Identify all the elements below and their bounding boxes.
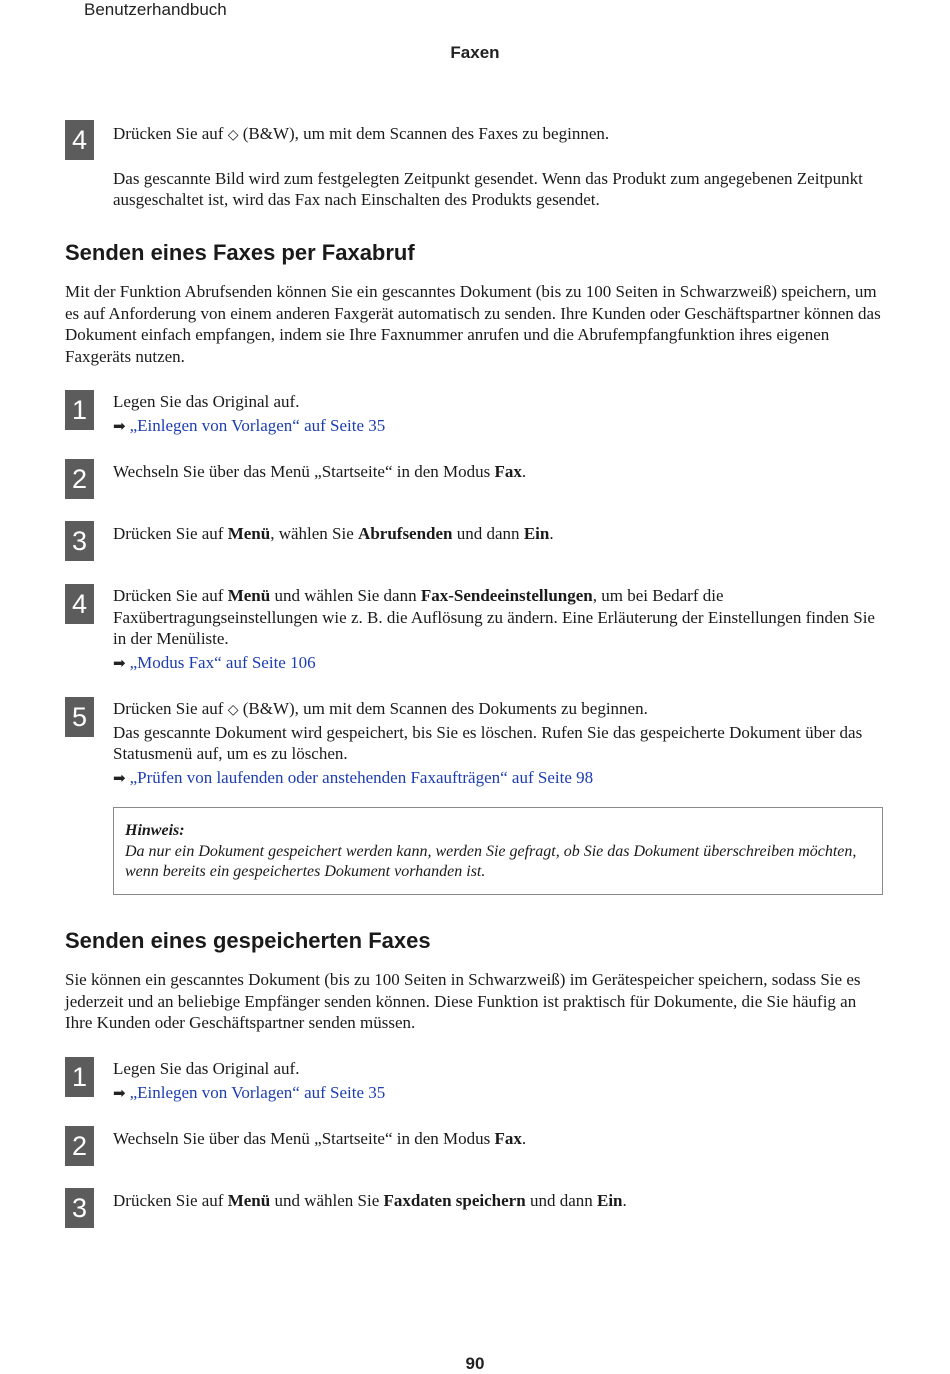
- step-text-2: Das gescannte Dokument wird gespeichert, bis Sie es löschen. Rufen Sie das gespeicherte Dokument über das Statusmenü auf, um es zu löschen.: [113, 722, 863, 763]
- step-number-badge: 2: [65, 459, 94, 499]
- section-title-faxabruf: Senden eines Faxes per Faxabruf: [65, 240, 415, 265]
- step-text: Drücken Sie auf ◇ (B&W), um mit dem Scannen des Dokuments zu beginnen.: [113, 699, 648, 718]
- link-pruefen-faxauftraege[interactable]: „Prüfen von laufenden oder anstehenden Faxaufträgen“ auf Seite 98: [129, 767, 594, 787]
- link-einlegen-vorlagen[interactable]: „Einlegen von Vorlagen“ auf Seite 35: [129, 415, 386, 435]
- step-paragraph: Das gescannte Bild wird zum festgelegten Zeitpunkt gesendet. Wenn das Produkt zum angegebenen Zeitpunkt ausgeschaltet ist, wird das Fax nach Einschalten des Produkts gesendet.: [113, 168, 863, 209]
- step-number-badge: 2: [65, 1126, 94, 1166]
- page-number: 90: [465, 1354, 485, 1373]
- start-diamond-icon: ◇: [227, 127, 239, 143]
- note-title: Hinweis:: [125, 822, 185, 839]
- step-text: Legen Sie das Original auf.: [113, 392, 300, 411]
- manual-title: Benutzerhandbuch: [84, 0, 227, 19]
- step-text: Drücken Sie auf Menü und wählen Sie dann Fax-Sendeeinstellungen, um bei Bedarf die Faxübertragungseinstellungen wie z. B. die Auflösung zu ändern. Eine Erläuterung der Einstellungen finden Sie in der Menüliste.: [113, 586, 875, 648]
- arrow-right-icon: ➡: [113, 1083, 126, 1102]
- step-number-badge: 4: [65, 120, 94, 160]
- arrow-right-icon: ➡: [113, 768, 126, 787]
- link-modus-fax[interactable]: „Modus Fax“ auf Seite 106: [129, 652, 316, 672]
- step-number-badge: 5: [65, 697, 94, 737]
- step-number-badge: 3: [65, 1188, 94, 1228]
- step-number-badge: 3: [65, 521, 94, 561]
- step-number-badge: 1: [65, 390, 94, 430]
- section-title-gespeichert: Senden eines gespeicherten Faxes: [65, 928, 431, 953]
- link-einlegen-vorlagen-2[interactable]: „Einlegen von Vorlagen“ auf Seite 35: [129, 1082, 386, 1102]
- step-text: Drücken Sie auf ◇ (B&W), um mit dem Scannen des Faxes zu beginnen.: [113, 124, 610, 143]
- section-intro-faxabruf: Mit der Funktion Abrufsenden können Sie ein gescanntes Dokument (bis zu 100 Seiten in Schwarzweiß) speichern, um es auf Anforderung von einem anderen Faxgerät automatisch zu senden. Ihre Kunden oder Geschäftspartner können das Dokument einfach empfangen, indem sie Ihre Faxnummer anrufen und die Abrufempfangfunktion ihres eigenen Faxgeräts nutzen.: [65, 282, 881, 366]
- step-text: Drücken Sie auf Menü und wählen Sie Faxdaten speichern und dann Ein.: [113, 1191, 627, 1210]
- note-box: [113, 807, 883, 895]
- step-text: Wechseln Sie über das Menü „Startseite“ in den Modus Fax.: [113, 462, 527, 481]
- section-header: Faxen: [450, 43, 500, 62]
- note-text: Da nur ein Dokument gespeichert werden kann, werden Sie gefragt, ob Sie das Dokument überschreiben möchten, wenn bereits ein gespeichertes Dokument vorhanden ist.: [125, 842, 857, 880]
- step-text: Drücken Sie auf Menü, wählen Sie Abrufsenden und dann Ein.: [113, 524, 554, 543]
- section-intro-gespeichert: Sie können ein gescanntes Dokument (bis zu 100 Seiten in Schwarzweiß) im Gerätespeicher speichern, sodass Sie es jederzeit und an beliebige Empfänger senden können. Diese Funktion ist praktisch für Dokumente, die Sie häufig an Ihre Kunden oder Geschäftspartner senden müssen.: [65, 970, 861, 1032]
- start-diamond-icon: ◇: [227, 702, 239, 718]
- step-text: Legen Sie das Original auf.: [113, 1059, 300, 1078]
- arrow-right-icon: ➡: [113, 653, 126, 672]
- step-number-badge: 1: [65, 1057, 94, 1097]
- step-body: [113, 123, 883, 211]
- step-number-badge: 4: [65, 584, 94, 624]
- arrow-right-icon: ➡: [113, 416, 126, 435]
- step-text: Wechseln Sie über das Menü „Startseite“ in den Modus Fax.: [113, 1129, 527, 1148]
